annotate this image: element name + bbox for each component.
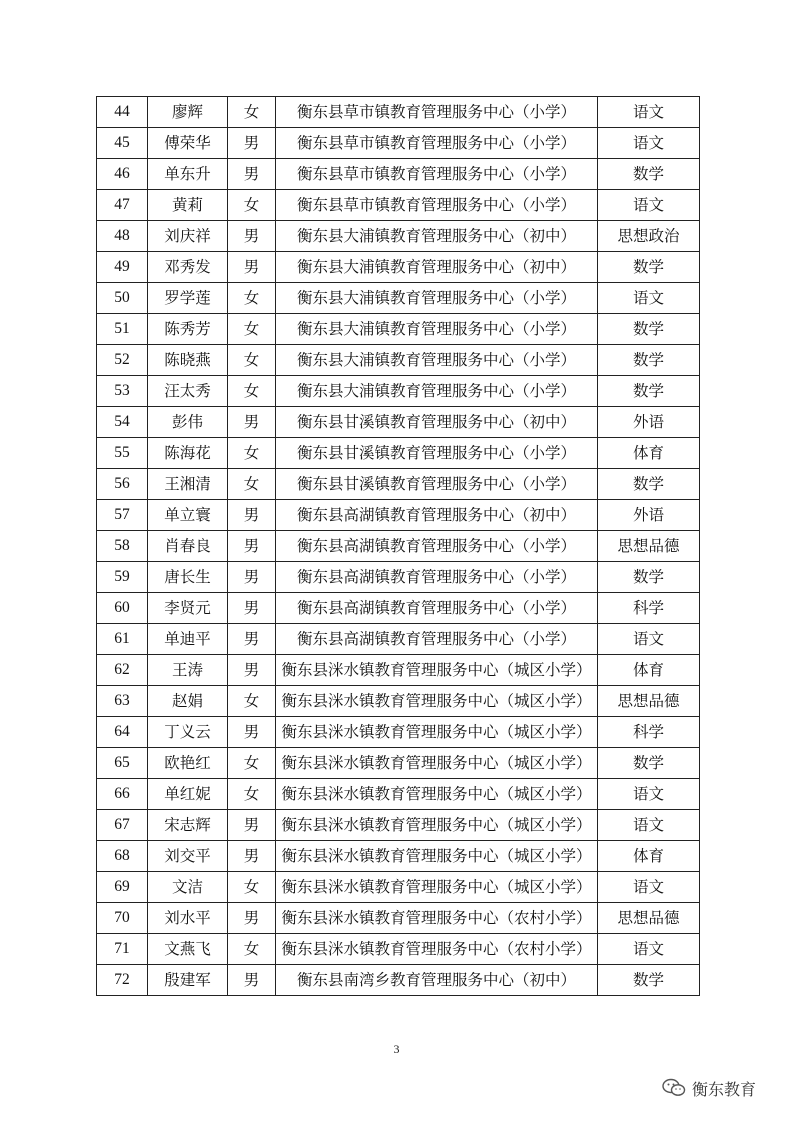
table-row bbox=[97, 438, 700, 469]
cell-gender: 男 bbox=[228, 903, 276, 934]
table-row bbox=[97, 903, 700, 934]
cell-name: 王涛 bbox=[148, 655, 228, 686]
cell-gender: 男 bbox=[228, 221, 276, 252]
cell-name: 傅荣华 bbox=[148, 128, 228, 159]
cell-gender: 男 bbox=[228, 593, 276, 624]
cell-subject: 数学 bbox=[598, 748, 700, 779]
cell-number: 45 bbox=[97, 128, 148, 159]
table-row bbox=[97, 965, 700, 996]
cell-gender: 女 bbox=[228, 438, 276, 469]
cell-organization: 衡东县洣水镇教育管理服务中心（城区小学） bbox=[276, 810, 598, 841]
cell-name: 文燕飞 bbox=[148, 934, 228, 965]
cell-organization: 衡东县洣水镇教育管理服务中心（农村小学） bbox=[276, 934, 598, 965]
cell-subject: 体育 bbox=[598, 438, 700, 469]
cell-gender: 男 bbox=[228, 500, 276, 531]
cell-number: 55 bbox=[97, 438, 148, 469]
cell-organization: 衡东县高湖镇教育管理服务中心（小学） bbox=[276, 624, 598, 655]
cell-number: 59 bbox=[97, 562, 148, 593]
cell-name: 唐长生 bbox=[148, 562, 228, 593]
cell-subject: 语文 bbox=[598, 934, 700, 965]
cell-gender: 女 bbox=[228, 469, 276, 500]
cell-number: 47 bbox=[97, 190, 148, 221]
cell-name: 丁义云 bbox=[148, 717, 228, 748]
cell-gender: 男 bbox=[228, 128, 276, 159]
cell-gender: 女 bbox=[228, 314, 276, 345]
table-row bbox=[97, 934, 700, 965]
table-row bbox=[97, 531, 700, 562]
cell-name: 欧艳红 bbox=[148, 748, 228, 779]
cell-subject: 语文 bbox=[598, 624, 700, 655]
cell-organization: 衡东县洣水镇教育管理服务中心（城区小学） bbox=[276, 872, 598, 903]
cell-gender: 女 bbox=[228, 190, 276, 221]
cell-number: 56 bbox=[97, 469, 148, 500]
cell-organization: 衡东县大浦镇教育管理服务中心（小学） bbox=[276, 376, 598, 407]
cell-gender: 男 bbox=[228, 810, 276, 841]
cell-organization: 衡东县洣水镇教育管理服务中心（城区小学） bbox=[276, 686, 598, 717]
table-row bbox=[97, 500, 700, 531]
cell-gender: 男 bbox=[228, 965, 276, 996]
cell-subject: 语文 bbox=[598, 283, 700, 314]
cell-number: 54 bbox=[97, 407, 148, 438]
cell-number: 44 bbox=[97, 97, 148, 128]
cell-number: 53 bbox=[97, 376, 148, 407]
cell-number: 64 bbox=[97, 717, 148, 748]
cell-organization: 衡东县大浦镇教育管理服务中心（小学） bbox=[276, 314, 598, 345]
cell-gender: 女 bbox=[228, 872, 276, 903]
cell-number: 57 bbox=[97, 500, 148, 531]
cell-organization: 衡东县大浦镇教育管理服务中心（初中） bbox=[276, 252, 598, 283]
cell-subject: 数学 bbox=[598, 345, 700, 376]
table-row bbox=[97, 686, 700, 717]
cell-organization: 衡东县大浦镇教育管理服务中心（小学） bbox=[276, 283, 598, 314]
cell-subject: 数学 bbox=[598, 252, 700, 283]
cell-number: 52 bbox=[97, 345, 148, 376]
cell-subject: 数学 bbox=[598, 159, 700, 190]
cell-name: 文洁 bbox=[148, 872, 228, 903]
table-row bbox=[97, 221, 700, 252]
wechat-icon bbox=[662, 1078, 686, 1098]
table-row bbox=[97, 872, 700, 903]
cell-subject: 语文 bbox=[598, 779, 700, 810]
table-row bbox=[97, 655, 700, 686]
cell-organization: 衡东县草市镇教育管理服务中心（小学） bbox=[276, 190, 598, 221]
cell-number: 66 bbox=[97, 779, 148, 810]
cell-subject: 体育 bbox=[598, 841, 700, 872]
cell-subject: 数学 bbox=[598, 562, 700, 593]
cell-organization: 衡东县大浦镇教育管理服务中心（初中） bbox=[276, 221, 598, 252]
cell-organization: 衡东县高湖镇教育管理服务中心（小学） bbox=[276, 593, 598, 624]
cell-organization: 衡东县草市镇教育管理服务中心（小学） bbox=[276, 97, 598, 128]
cell-number: 51 bbox=[97, 314, 148, 345]
cell-name: 赵娟 bbox=[148, 686, 228, 717]
cell-number: 49 bbox=[97, 252, 148, 283]
cell-organization: 衡东县大浦镇教育管理服务中心（小学） bbox=[276, 345, 598, 376]
cell-number: 63 bbox=[97, 686, 148, 717]
table-row bbox=[97, 190, 700, 221]
table-row bbox=[97, 841, 700, 872]
cell-organization: 衡东县草市镇教育管理服务中心（小学） bbox=[276, 128, 598, 159]
table-row bbox=[97, 252, 700, 283]
cell-subject: 语文 bbox=[598, 97, 700, 128]
cell-number: 71 bbox=[97, 934, 148, 965]
cell-gender: 女 bbox=[228, 345, 276, 376]
cell-number: 60 bbox=[97, 593, 148, 624]
cell-subject: 科学 bbox=[598, 593, 700, 624]
cell-organization: 衡东县高湖镇教育管理服务中心（初中） bbox=[276, 500, 598, 531]
table-row bbox=[97, 779, 700, 810]
cell-gender: 男 bbox=[228, 624, 276, 655]
cell-name: 罗学莲 bbox=[148, 283, 228, 314]
cell-gender: 男 bbox=[228, 159, 276, 190]
cell-subject: 思想政治 bbox=[598, 221, 700, 252]
cell-organization: 衡东县高湖镇教育管理服务中心（小学） bbox=[276, 531, 598, 562]
table-row bbox=[97, 314, 700, 345]
brand-watermark bbox=[662, 1076, 756, 1100]
cell-name: 单东升 bbox=[148, 159, 228, 190]
table-row bbox=[97, 748, 700, 779]
cell-subject: 体育 bbox=[598, 655, 700, 686]
cell-name: 彭伟 bbox=[148, 407, 228, 438]
table-row bbox=[97, 407, 700, 438]
cell-name: 汪太秀 bbox=[148, 376, 228, 407]
roster-table bbox=[96, 96, 700, 996]
table-row bbox=[97, 717, 700, 748]
cell-organization: 衡东县洣水镇教育管理服务中心（城区小学） bbox=[276, 655, 598, 686]
cell-gender: 男 bbox=[228, 841, 276, 872]
cell-name: 刘庆祥 bbox=[148, 221, 228, 252]
cell-name: 廖辉 bbox=[148, 97, 228, 128]
cell-number: 70 bbox=[97, 903, 148, 934]
table-row bbox=[97, 283, 700, 314]
cell-subject: 语文 bbox=[598, 128, 700, 159]
cell-subject: 思想品德 bbox=[598, 531, 700, 562]
cell-number: 65 bbox=[97, 748, 148, 779]
cell-subject: 思想品德 bbox=[598, 903, 700, 934]
cell-number: 48 bbox=[97, 221, 148, 252]
cell-subject: 语文 bbox=[598, 810, 700, 841]
cell-name: 陈海花 bbox=[148, 438, 228, 469]
cell-name: 陈晓燕 bbox=[148, 345, 228, 376]
cell-gender: 女 bbox=[228, 748, 276, 779]
cell-subject: 语文 bbox=[598, 190, 700, 221]
cell-subject: 外语 bbox=[598, 407, 700, 438]
cell-number: 69 bbox=[97, 872, 148, 903]
cell-gender: 男 bbox=[228, 562, 276, 593]
cell-gender: 男 bbox=[228, 655, 276, 686]
cell-name: 宋志辉 bbox=[148, 810, 228, 841]
cell-number: 46 bbox=[97, 159, 148, 190]
cell-gender: 男 bbox=[228, 531, 276, 562]
cell-subject: 数学 bbox=[598, 314, 700, 345]
cell-gender: 女 bbox=[228, 376, 276, 407]
cell-organization: 衡东县南湾乡教育管理服务中心（初中） bbox=[276, 965, 598, 996]
cell-name: 王湘清 bbox=[148, 469, 228, 500]
cell-gender: 女 bbox=[228, 97, 276, 128]
cell-gender: 男 bbox=[228, 717, 276, 748]
cell-name: 单立寰 bbox=[148, 500, 228, 531]
cell-name: 黄莉 bbox=[148, 190, 228, 221]
cell-organization: 衡东县甘溪镇教育管理服务中心（小学） bbox=[276, 438, 598, 469]
roster-table-body bbox=[97, 97, 700, 996]
cell-organization: 衡东县洣水镇教育管理服务中心（城区小学） bbox=[276, 841, 598, 872]
cell-name: 殷建军 bbox=[148, 965, 228, 996]
brand-label: 衡东教育 bbox=[692, 1079, 757, 1099]
table-row bbox=[97, 376, 700, 407]
cell-gender: 女 bbox=[228, 283, 276, 314]
cell-gender: 女 bbox=[228, 779, 276, 810]
cell-number: 72 bbox=[97, 965, 148, 996]
table-row bbox=[97, 128, 700, 159]
cell-organization: 衡东县高湖镇教育管理服务中心（小学） bbox=[276, 562, 598, 593]
cell-gender: 女 bbox=[228, 686, 276, 717]
cell-organization: 衡东县洣水镇教育管理服务中心（城区小学） bbox=[276, 779, 598, 810]
cell-organization: 衡东县草市镇教育管理服务中心（小学） bbox=[276, 159, 598, 190]
cell-organization: 衡东县洣水镇教育管理服务中心（城区小学） bbox=[276, 748, 598, 779]
table-row bbox=[97, 562, 700, 593]
cell-name: 刘水平 bbox=[148, 903, 228, 934]
table-row bbox=[97, 159, 700, 190]
cell-name: 单迪平 bbox=[148, 624, 228, 655]
cell-subject: 数学 bbox=[598, 469, 700, 500]
cell-subject: 科学 bbox=[598, 717, 700, 748]
cell-subject: 思想品德 bbox=[598, 686, 700, 717]
cell-number: 62 bbox=[97, 655, 148, 686]
cell-name: 李贤元 bbox=[148, 593, 228, 624]
cell-gender: 女 bbox=[228, 934, 276, 965]
cell-subject: 外语 bbox=[598, 500, 700, 531]
cell-name: 单红妮 bbox=[148, 779, 228, 810]
cell-gender: 男 bbox=[228, 252, 276, 283]
cell-name: 陈秀芳 bbox=[148, 314, 228, 345]
cell-subject: 数学 bbox=[598, 376, 700, 407]
cell-organization: 衡东县甘溪镇教育管理服务中心（初中） bbox=[276, 407, 598, 438]
cell-subject: 语文 bbox=[598, 872, 700, 903]
table-row bbox=[97, 97, 700, 128]
cell-name: 邓秀发 bbox=[148, 252, 228, 283]
cell-name: 刘交平 bbox=[148, 841, 228, 872]
cell-organization: 衡东县甘溪镇教育管理服务中心（小学） bbox=[276, 469, 598, 500]
cell-number: 68 bbox=[97, 841, 148, 872]
table-row bbox=[97, 624, 700, 655]
table-row bbox=[97, 593, 700, 624]
page-number: 3 bbox=[393, 1042, 400, 1056]
table-row bbox=[97, 810, 700, 841]
cell-number: 67 bbox=[97, 810, 148, 841]
cell-name: 肖春良 bbox=[148, 531, 228, 562]
cell-number: 58 bbox=[97, 531, 148, 562]
table-row bbox=[97, 469, 700, 500]
table-row bbox=[97, 345, 700, 376]
cell-gender: 男 bbox=[228, 407, 276, 438]
cell-subject: 数学 bbox=[598, 965, 700, 996]
cell-organization: 衡东县洣水镇教育管理服务中心（农村小学） bbox=[276, 903, 598, 934]
cell-organization: 衡东县洣水镇教育管理服务中心（城区小学） bbox=[276, 717, 598, 748]
cell-number: 61 bbox=[97, 624, 148, 655]
cell-number: 50 bbox=[97, 283, 148, 314]
